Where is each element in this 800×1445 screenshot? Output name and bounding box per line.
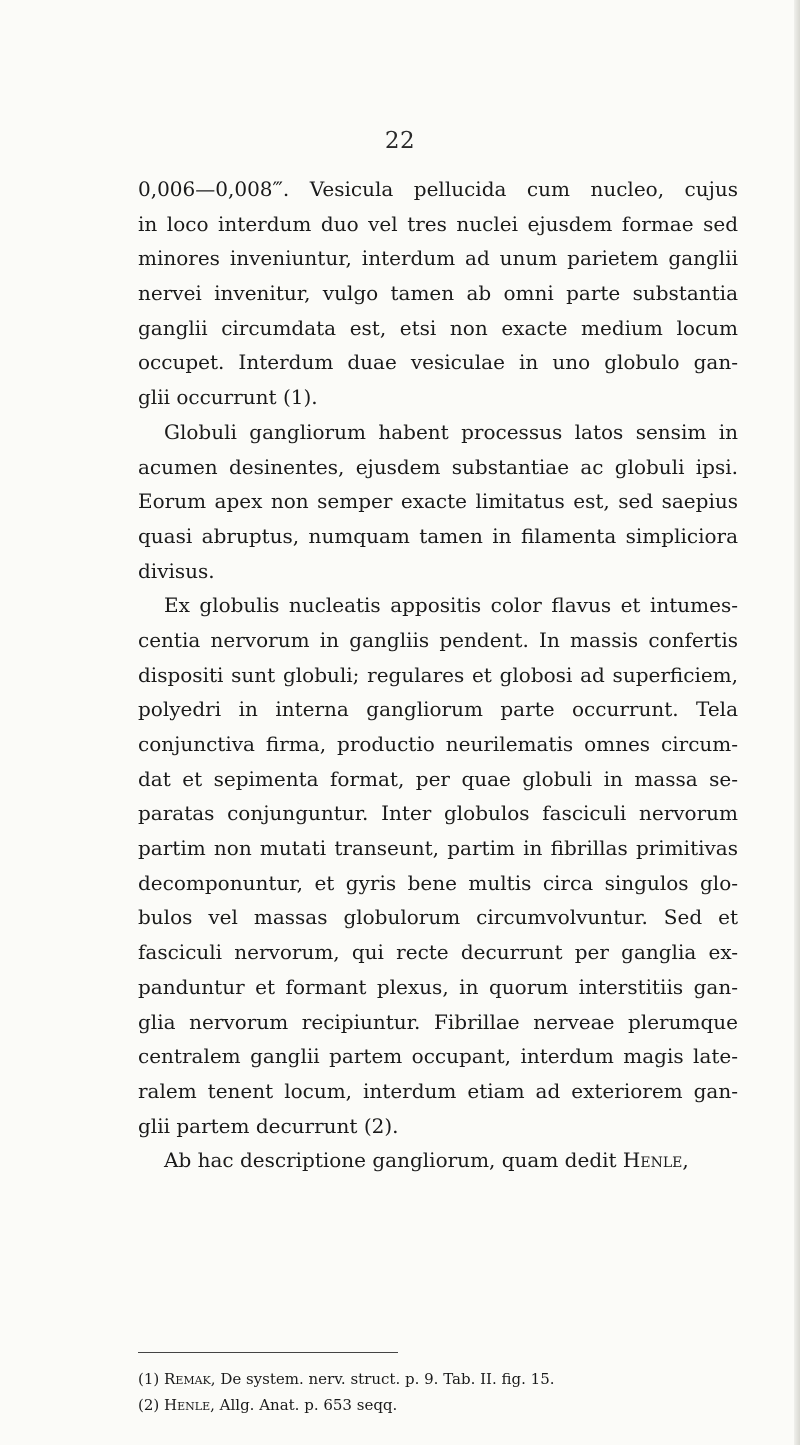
body-text xyxy=(138,172,738,1178)
text-line: Eorum apex non semper exacte limitatus est, sed saepius xyxy=(138,489,738,514)
text-line: minores inveniuntur, interdum ad unum parietem ganglii xyxy=(138,246,738,271)
text-line: centia nervorum in gangliis pendent. In massis confertis xyxy=(138,627,738,652)
text-line: in loco interdum duo vel tres nuclei ejusdem formae sed xyxy=(138,211,738,236)
footnote-text: , Allg. Anat. p. 653 seqq. xyxy=(210,1396,398,1414)
text-line: partim non mutati transeunt, partim in fibrillas primitivas xyxy=(138,836,738,861)
text-line: paratas conjunguntur. Inter globulos fasciculi nervorum xyxy=(138,801,738,826)
footnote-author: Henle xyxy=(164,1396,211,1414)
text-line: Ex globulis nucleatis appositis color flavus et intumes- xyxy=(164,593,738,618)
text-line: centralem ganglii partem occupant, interdum magis late- xyxy=(138,1044,738,1069)
text-line: glii occurrunt (1). xyxy=(138,385,318,410)
text-line: glii partem decurrunt (2). xyxy=(138,1113,399,1138)
text-line: occupet. Interdum duae vesiculae in uno globulo gan- xyxy=(138,350,738,375)
text-line: acumen desinentes, ejusdem substantiae ac globuli ipsi. xyxy=(138,454,738,479)
author-name: Henle xyxy=(622,1148,683,1173)
text-line: ralem tenent locum, interdum etiam ad exteriorem gan- xyxy=(138,1078,738,1103)
text-line xyxy=(138,1143,738,1178)
footnotes xyxy=(138,1366,738,1418)
text-line: divisus. xyxy=(138,558,215,583)
footnote-marker: (1) xyxy=(138,1370,160,1388)
page-number: 22 xyxy=(384,128,416,154)
text-line: fasciculi nervorum, qui recte decurrunt per ganglia ex- xyxy=(138,940,738,965)
text-line: 0,006—0,008‴. Vesicula pellucida cum nucleo, cujus xyxy=(138,177,738,201)
text-line-end: , xyxy=(682,1148,689,1173)
text-line: quasi abruptus, numquam tamen in filamenta simpliciora xyxy=(138,523,738,548)
text-line: dispositi sunt globuli; regulares et globosi ad superficiem, xyxy=(138,662,738,687)
text-line: dat et sepimenta format, per quae globuli in massa se- xyxy=(138,766,738,791)
text-line: bulos vel massas globulorum circumvolvuntur. Sed et xyxy=(138,905,738,930)
text-line: panduntur et formant plexus, in quorum interstitiis gan- xyxy=(138,974,738,999)
footnote xyxy=(138,1366,738,1392)
page-edge-shadow xyxy=(794,0,800,1445)
text-line: ganglii circumdata est, etsi non exacte medium locum xyxy=(138,315,738,340)
footnote xyxy=(138,1392,738,1418)
text-line: nervei invenitur, vulgo tamen ab omni parte substantia xyxy=(138,281,738,306)
text-line: conjunctiva firma, productio neurilematis omnes circum- xyxy=(138,732,738,756)
footnote-marker: (2) xyxy=(138,1396,160,1414)
text-line: Globuli gangliorum habent processus latos sensim in xyxy=(164,419,738,444)
text-line: decomponuntur, et gyris bene multis circa singulos glo- xyxy=(138,870,738,895)
footnote-rule xyxy=(138,1352,398,1353)
text-line: polyedri in interna gangliorum parte occurrunt. Tela xyxy=(138,697,738,722)
text-line-start: Ab hac descriptione gangliorum, quam dedit xyxy=(164,1148,623,1173)
footnote-text: , De system. nerv. struct. p. 9. Tab. II. fig. 15. xyxy=(210,1370,555,1388)
text-line: glia nervorum recipiuntur. Fibrillae nerveae plerumque xyxy=(138,1009,738,1034)
footnote-author: Remak xyxy=(164,1370,211,1388)
